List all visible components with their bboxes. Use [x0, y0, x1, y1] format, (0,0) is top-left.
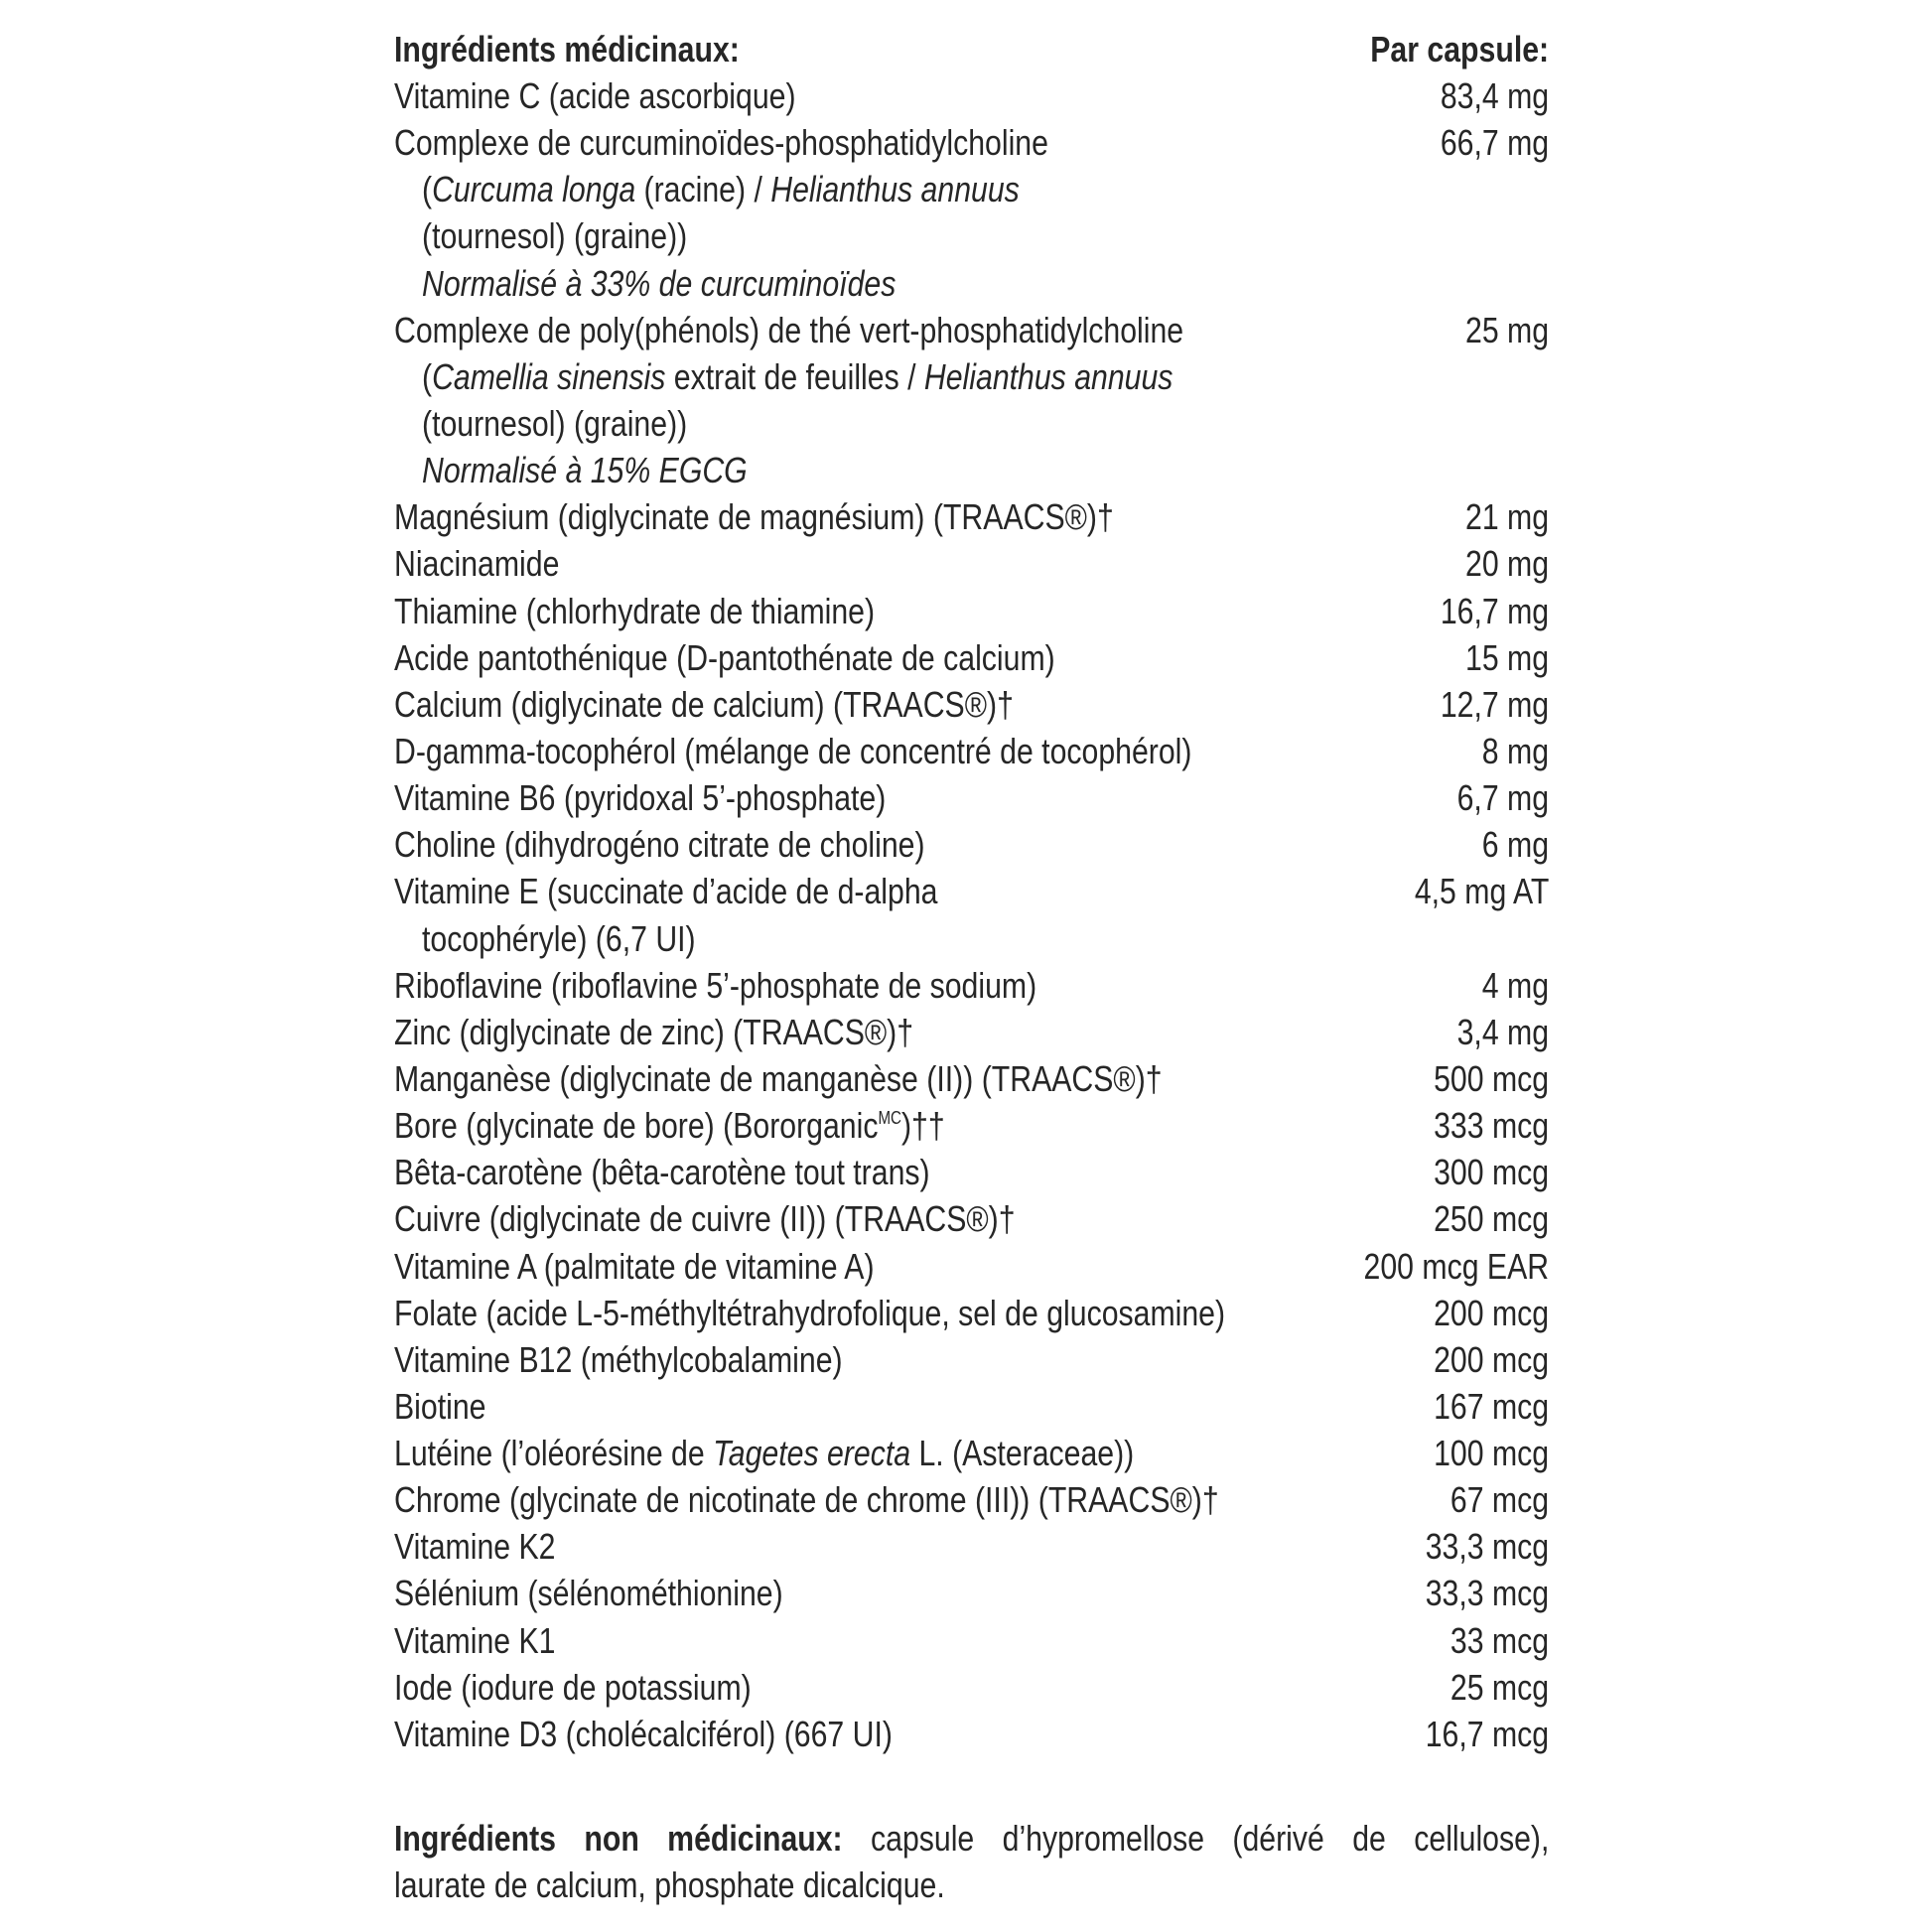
ingredient-row	[394, 681, 1549, 728]
text-segment: D-gamma-tocophérol (mélange de concentré de tocophérol)	[394, 730, 1192, 771]
ingredient-name	[394, 1664, 752, 1711]
table-header	[394, 26, 1549, 72]
ingredient-name	[394, 1243, 875, 1290]
ingredient-amount: 33,3 mcg	[1425, 1573, 1549, 1614]
ingredient-row	[394, 821, 1549, 868]
ingredient-row-continuation	[394, 353, 1549, 400]
text-segment: (tournesol) (graine))	[422, 402, 688, 444]
ingredient-row	[394, 119, 1549, 166]
text-segment: Vitamine K2	[394, 1526, 556, 1568]
ingredient-row-continuation	[394, 400, 1549, 447]
ingredient-amount: 66,7 mg	[1440, 122, 1549, 164]
text-segment: Zinc (diglycinate de zinc) (TRAACS®)†	[394, 1011, 914, 1052]
ingredient-name	[394, 1149, 930, 1195]
text-segment: Riboflavine (riboflavine 5’-phosphate de sodium)	[394, 964, 1037, 1006]
ingredient-amount: 6,7 mg	[1456, 777, 1549, 819]
ingredient-row	[394, 540, 1549, 587]
ingredient-name	[394, 774, 886, 821]
ingredient-row	[394, 1617, 1549, 1664]
ingredient-row	[394, 1336, 1549, 1383]
ingredient-amount: 20 mg	[1464, 543, 1549, 585]
text-segment: Magnésium (diglycinate de magnésium) (TRAACS®)†	[394, 496, 1114, 538]
ingredient-name	[394, 868, 937, 914]
ingredient-name	[422, 166, 1020, 212]
ingredient-name	[394, 634, 1055, 681]
ingredient-row	[394, 1570, 1549, 1616]
text-segment: Niacinamide	[394, 543, 560, 585]
ingredient-row-continuation	[394, 212, 1549, 259]
ingredient-row	[394, 1055, 1549, 1102]
ingredient-amount: 33,3 mcg	[1425, 1526, 1549, 1568]
ingredient-row	[394, 1149, 1549, 1195]
ingredient-name	[394, 1430, 1134, 1476]
ingredient-name	[394, 821, 925, 868]
text-segment: Iode (iodure de potassium)	[394, 1666, 752, 1708]
ingredient-name	[394, 493, 1114, 540]
ingredient-amount: 12,7 mg	[1440, 683, 1549, 725]
text-segment: Vitamine E (succinate d’acide de d-alpha	[394, 871, 938, 912]
ingredient-name	[394, 1336, 843, 1383]
ingredient-name	[422, 915, 696, 962]
ingredient-row	[394, 1290, 1549, 1336]
ingredient-name	[394, 1523, 556, 1570]
ingredient-row	[394, 1430, 1549, 1476]
ingredient-amount: 25 mcg	[1449, 1666, 1549, 1708]
ingredient-row	[394, 1195, 1549, 1242]
ingredient-amount: 21 mg	[1464, 496, 1549, 538]
text-segment: Chrome (glycinate de nicotinate de chrome (III)) (TRAACS®)†	[394, 1479, 1219, 1521]
ingredient-amount: 33 mcg	[1449, 1619, 1549, 1661]
text-segment: (	[422, 355, 433, 397]
ingredient-amount: 4 mg	[1481, 964, 1549, 1006]
ingredient-name	[394, 681, 1014, 728]
text-segment: Thiamine (chlorhydrate de thiamine)	[394, 590, 876, 631]
ingredient-name	[422, 212, 687, 259]
latin-name: Tagetes erecta	[713, 1433, 911, 1474]
text-segment: tocophéryle) (6,7 UI)	[422, 917, 696, 959]
ingredient-row	[394, 307, 1549, 353]
text-segment: Acide pantothénique (D-pantothénate de calcium)	[394, 636, 1055, 678]
text-segment: Lutéine (l’oléorésine de	[394, 1433, 714, 1474]
ingredient-amount: 200 mcg EAR	[1363, 1245, 1549, 1287]
ingredient-amount: 16,7 mg	[1440, 590, 1549, 631]
text-segment: (racine) /	[635, 169, 771, 210]
ingredient-amount: 67 mcg	[1449, 1479, 1549, 1521]
ingredient-name	[394, 728, 1191, 774]
text-segment: Sélénium (sélénométhionine)	[394, 1573, 783, 1614]
ingredient-name	[394, 1195, 1016, 1242]
text-segment: (tournesol) (graine))	[422, 215, 688, 257]
latin-name: Helianthus annuus	[923, 355, 1173, 397]
ingredient-name	[394, 1617, 556, 1664]
text-segment: Vitamine K1	[394, 1619, 556, 1661]
text-segment: Biotine	[394, 1385, 486, 1427]
text-segment: Complexe de curcuminoïdes-phosphatidylcholine	[394, 122, 1048, 164]
ingredient-amount: 250 mcg	[1434, 1198, 1549, 1240]
text-segment: Complexe de poly(phénols) de thé vert-phosphatidylcholine	[394, 309, 1184, 350]
text-segment: Vitamine D3 (cholécalciférol) (667 UI)	[394, 1713, 893, 1754]
per-capsule-header: Par capsule:	[1370, 29, 1549, 69]
ingredient-row	[394, 728, 1549, 774]
text-segment: Manganèse (diglycinate de manganèse (II)) (TRAACS®)†	[394, 1057, 1163, 1099]
ingredient-row	[394, 634, 1549, 681]
ingredient-row	[394, 962, 1549, 1009]
latin-name: Camellia sinensis	[432, 355, 666, 397]
ingredient-amount: 6 mg	[1481, 824, 1549, 866]
ingredient-amount: 200 mcg	[1434, 1338, 1549, 1380]
non-medicinal-label: Ingrédients non médicinaux:	[394, 1818, 843, 1859]
ingredient-amount: 500 mcg	[1434, 1057, 1549, 1099]
ingredient-name	[422, 353, 1173, 400]
ingredient-row	[394, 1383, 1549, 1430]
ingredient-name	[394, 307, 1183, 353]
ingredient-row	[394, 1102, 1549, 1149]
ingredient-row-continuation	[394, 915, 1549, 962]
ingredient-amount: 100 mcg	[1434, 1433, 1549, 1474]
text-segment: Calcium (diglycinate de calcium) (TRAACS®)†	[394, 683, 1014, 725]
non-medicinal-text-1: capsule d’hypromellose (dérivé de cellulose),	[842, 1818, 1550, 1859]
ingredient-row-continuation	[394, 166, 1549, 212]
ingredient-name	[394, 1009, 913, 1055]
text-segment: Bore (glycinate de bore) (Bororganic	[394, 1105, 879, 1147]
ingredient-row	[394, 1664, 1549, 1711]
ingredient-name	[422, 260, 896, 307]
ingredients-header: Ingrédients médicinaux:	[394, 29, 740, 69]
ingredient-row	[394, 1009, 1549, 1055]
text-segment: Vitamine C (acide ascorbique)	[394, 75, 796, 116]
text-segment: L. (Asteraceae))	[910, 1433, 1135, 1474]
latin-name: Normalisé à 15% EGCG	[422, 450, 748, 491]
ingredient-name	[394, 540, 559, 587]
ingredient-amount: 16,7 mcg	[1425, 1713, 1549, 1754]
ingredient-row	[394, 1711, 1549, 1757]
ingredient-row	[394, 1476, 1549, 1523]
text-segment: Cuivre (diglycinate de cuivre (II)) (TRAACS®)†	[394, 1198, 1016, 1240]
ingredient-name	[394, 72, 796, 119]
text-segment: Folate (acide L-5-méthyltétrahydrofolique, sel de glucosamine)	[394, 1292, 1226, 1333]
latin-name: Curcuma longa	[432, 169, 636, 210]
text-segment: extrait de feuilles /	[665, 355, 924, 397]
text-segment: Vitamine A (palmitate de vitamine A)	[394, 1245, 875, 1287]
ingredient-amount: 25 mg	[1464, 309, 1549, 350]
ingredient-amount: 15 mg	[1464, 636, 1549, 678]
ingredient-amount: 8 mg	[1481, 730, 1549, 771]
ingredient-amount: 4,5 mg AT	[1414, 871, 1549, 912]
ingredient-row	[394, 1243, 1549, 1290]
ingredient-name	[422, 447, 748, 493]
text-segment: Vitamine B12 (méthylcobalamine)	[394, 1338, 843, 1380]
ingredient-row	[394, 774, 1549, 821]
ingredient-row-continuation	[394, 447, 1549, 493]
ingredient-row	[394, 868, 1549, 914]
ingredient-amount: 3,4 mg	[1456, 1011, 1549, 1052]
ingredient-name	[394, 1102, 945, 1149]
ingredient-row	[394, 72, 1549, 119]
ingredient-amount: 300 mcg	[1434, 1152, 1549, 1193]
ingredient-name	[394, 962, 1036, 1009]
ingredient-row-continuation	[394, 260, 1549, 307]
ingredient-row	[394, 493, 1549, 540]
ingredient-name	[394, 1383, 485, 1430]
ingredient-name	[394, 1290, 1225, 1336]
trademark-superscript: MC	[878, 1108, 901, 1129]
text-segment: Vitamine B6 (pyridoxal 5’-phosphate)	[394, 777, 887, 819]
ingredient-amount: 333 mcg	[1434, 1105, 1549, 1147]
ingredient-row	[394, 588, 1549, 634]
ingredient-name	[394, 1711, 893, 1757]
ingredient-name	[394, 1055, 1163, 1102]
text-segment: Bêta-carotène (bêta-carotène tout trans)	[394, 1152, 930, 1193]
non-medicinal-line-2: laurate de calcium, phosphate dicalcique.	[394, 1864, 945, 1905]
latin-name: Normalisé à 33% de curcuminoïdes	[422, 262, 897, 304]
text-segment: )††	[900, 1105, 945, 1147]
ingredient-amount: 200 mcg	[1434, 1292, 1549, 1333]
ingredient-amount: 83,4 mg	[1440, 75, 1549, 116]
ingredient-name	[394, 588, 875, 634]
latin-name: Helianthus annuus	[770, 169, 1020, 210]
ingredient-name	[422, 400, 687, 447]
ingredient-name	[394, 1570, 783, 1616]
non-medicinal-line-1	[394, 1815, 1549, 1862]
ingredient-amount: 167 mcg	[1434, 1385, 1549, 1427]
text-segment: (	[422, 169, 433, 210]
ingredient-name	[394, 1476, 1219, 1523]
ingredient-name	[394, 119, 1048, 166]
ingredient-row	[394, 1523, 1549, 1570]
text-segment: Choline (dihydrogéno citrate de choline)	[394, 824, 925, 866]
